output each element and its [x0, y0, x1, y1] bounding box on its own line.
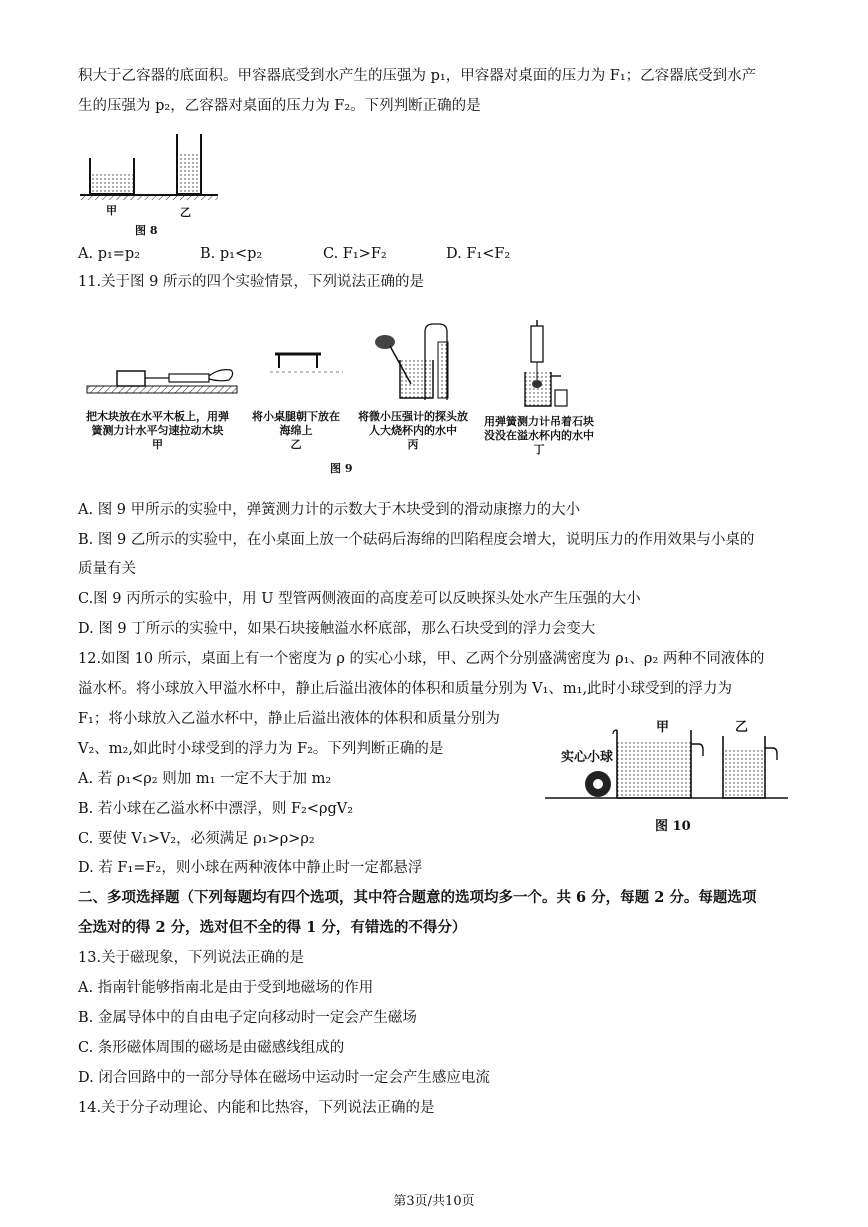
caption-jia-line-1: 把木块放在水平木板上，用弹 [86, 410, 229, 423]
q13-option-b: B. 金属导体中的自由电子定向移动时一定会产生磁场 [78, 1010, 417, 1026]
figure-9-diagram [85, 320, 615, 410]
figure-9-caption-bing [358, 410, 468, 452]
q11-stem: 11.关于图 9 所示的四个实验情景，下列说法正确的是 [78, 274, 425, 290]
q14-stem: 14.关于分子动理论、内能和比热容，下列说法正确的是 [78, 1100, 435, 1116]
figure-8-diagram [80, 130, 220, 220]
caption-jia-line-3: 甲 [152, 438, 163, 451]
q13-option-a: A. 指南针能够指南北是由于受到地磁场的作用 [78, 980, 374, 996]
caption-ding-line-1: 用弹簧测力计吊着石块 [484, 415, 594, 428]
caption-yi-line-3: 乙 [290, 438, 302, 451]
caption-yi-line-1: 将小桌腿朝下放在 [252, 410, 340, 423]
q12-line-1: 12.如图 10 所示，桌面上有一个密度为 ρ 的实心小球，甲、乙两个分别盛满密度为 ρ₁、ρ₂ 两种不同液体的 [78, 651, 765, 667]
q13-option-c: C. 条形磁体周围的磁场是由磁感线组成的 [78, 1040, 345, 1056]
figure-10-label-jia: 甲 [656, 720, 670, 735]
caption-ding-line-2: 没没在溢水杯内的水中 [484, 429, 594, 442]
figure-8-title: 图 8 [135, 224, 158, 237]
q12-line-3: F₁；将小球放入乙溢水杯中，静止后溢出液体的体积和质量分别为 [78, 711, 500, 727]
q11-option-d: D. 图 9 丁所示的实验中，如果石块接触溢水杯底部，那么石块受到的浮力会变大 [78, 621, 596, 637]
q13-option-d: D. 闭合回路中的一部分导体在磁场中运动时一定会产生感应电流 [78, 1070, 490, 1086]
figure-9-caption-ding [484, 415, 594, 457]
q10-option-b: B. p₁<p₂ [200, 246, 263, 262]
caption-yi-line-2: 海绵上 [279, 424, 313, 437]
figure-8-label-yi: 乙 [180, 206, 191, 219]
figure-10-ball-label: 实心小球 [561, 750, 614, 765]
q10-option-c: C. F₁>F₂ [323, 246, 387, 262]
caption-bing-line-3: 丙 [407, 438, 419, 451]
figure-10-label-yi: 乙 [735, 720, 749, 735]
figure-9-title: 图 9 [330, 462, 353, 475]
page-footer: 第3页/共10页 [393, 1194, 475, 1209]
caption-jia-line-2: 簧测力计水平匀速拉动木块 [91, 424, 224, 437]
q11-option-a: A. 图 9 甲所示的实验中，弹簧测力计的示数大于木块受到的滑动康擦力的大小 [78, 502, 581, 518]
q12-option-d: D. 若 F₁=F₂，则小球在两种液体中静止时一定都悬浮 [78, 860, 423, 876]
q12-option-c: C. 要使 V₁>V₂，必须满足 ρ₁>ρ>ρ₂ [78, 831, 315, 847]
q11-option-b: B. 图 9 乙所示的实验中，在小桌面上放一个砝码后海绵的凹陷程度会增大，说明压力的作用效果与小桌的 [78, 532, 755, 548]
caption-bing-line-2: 人大烧杯内的水中 [369, 424, 457, 437]
q13-stem: 13.关于磁现象，下列说法正确的是 [78, 950, 305, 966]
q12-option-a: A. 若 ρ₁<ρ₂ 则加 m₁ 一定不大于加 m₂ [78, 771, 332, 787]
q10-option-a: A. p₁=p₂ [78, 246, 141, 262]
q12-option-b: B. 若小球在乙溢水杯中漂浮，则 F₂<ρgV₂ [78, 801, 354, 817]
q10-line-2: 生的压强为 p₂，乙容器对桌面的压力为 F₂。下列判断正确的是 [78, 98, 481, 114]
section-2-line-1: 二、多项选择题（下列每题均有四个选项，其中符合题意的选项均多一个。共 6 分，每题 2 分。每题选项 [78, 889, 757, 906]
section-2-line-2: 全选对的得 2 分，选对但不全的得 1 分，有错选的不得分） [78, 919, 467, 936]
caption-ding-line-3: 丁 [533, 443, 545, 456]
q11-option-b-cont: 质量有关 [78, 561, 136, 577]
q10-line-1: 积大于乙容器的底面积。甲容器底受到水产生的压强为 p₁，甲容器对桌面的压力为 F₁；乙容器底受到水产 [78, 68, 757, 84]
figure-10-title: 图 10 [655, 819, 691, 834]
q10-option-d: D. F₁<F₂ [446, 246, 511, 262]
figure-8-label-jia: 甲 [106, 204, 117, 217]
q11-option-c: C.图 9 丙所示的实验中，用 U 型管两侧液面的高度差可以反映探头处水产生压强的大小 [78, 591, 641, 607]
caption-bing-line-1: 将微小压强计的探头放 [358, 410, 468, 423]
figure-9-caption-jia [86, 410, 229, 452]
figure-9-caption-yi [252, 410, 340, 452]
q12-line-4: V₂、m₂,如此时小球受到的浮力为 F₂。下列判断正确的是 [78, 741, 444, 757]
q12-line-2: 溢水杯。将小球放入甲溢水杯中，静止后溢出液体的体积和质量分别为 V₁、m₁,此时小球受到的浮力为 [78, 681, 733, 697]
